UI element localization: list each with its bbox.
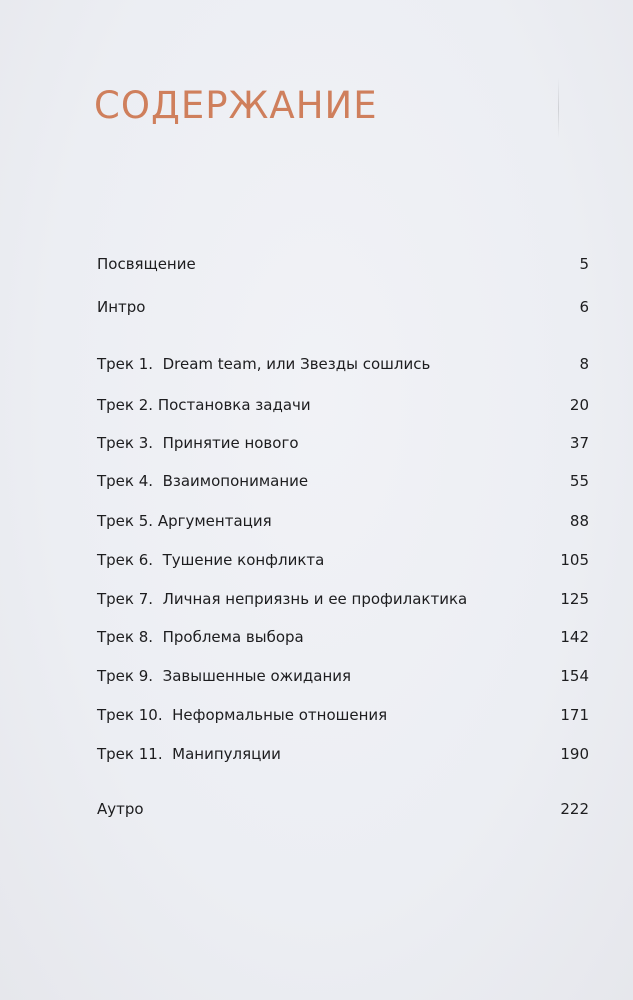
toc-entry xyxy=(97,797,589,821)
toc-entry-page: 88 xyxy=(569,512,589,530)
toc-entry xyxy=(97,548,589,572)
toc-entry xyxy=(97,703,589,727)
toc-entry-page: 171 xyxy=(560,706,589,724)
toc-entry-page: 125 xyxy=(560,590,589,608)
toc-entry xyxy=(97,509,589,533)
toc-entry-page: 20 xyxy=(569,396,589,414)
toc-entry-title: Трек 5. Аргументация xyxy=(97,512,272,530)
toc-entry-title: Трек 8. Проблема выбора xyxy=(97,628,304,646)
toc-entry-page: 154 xyxy=(560,667,589,685)
toc-entry-title: Трек 1. Dream team, или Звезды сошлись xyxy=(97,355,431,373)
toc-entry xyxy=(97,742,589,766)
toc-entry-page: 105 xyxy=(560,551,589,569)
toc-entry-title: Трек 11. Манипуляции xyxy=(97,745,281,763)
toc-entry xyxy=(97,393,589,417)
paper-crease xyxy=(558,78,559,138)
page-title: СОДЕРЖАНИЕ xyxy=(94,84,378,127)
toc-entry xyxy=(97,295,589,319)
toc-entry-page: 8 xyxy=(579,355,589,373)
toc-entry-page: 5 xyxy=(579,255,589,273)
toc-entry-title: Аутро xyxy=(97,800,144,818)
toc-entry-page: 37 xyxy=(569,434,589,452)
toc-entry-page: 142 xyxy=(560,628,589,646)
toc-entry-title: Трек 4. Взаимопонимание xyxy=(97,472,309,490)
toc-entry-title: Трек 6. Тушение конфликта xyxy=(97,551,325,569)
toc-entry-page: 190 xyxy=(560,745,589,763)
toc-entry xyxy=(97,469,589,493)
toc-entry-page: 55 xyxy=(569,472,589,490)
toc-entry xyxy=(97,431,589,455)
toc-entry xyxy=(97,664,589,688)
toc-entry-title: Трек 3. Принятие нового xyxy=(97,434,299,452)
toc-entry-title: Интро xyxy=(97,298,146,316)
toc-entry-page: 6 xyxy=(579,298,589,316)
toc-entry xyxy=(97,625,589,649)
toc-entry-title: Трек 9. Завышенные ожидания xyxy=(97,667,352,685)
toc-entry-title: Трек 7. Личная неприязнь и ее профилактика xyxy=(97,590,468,608)
toc-entry xyxy=(97,587,589,611)
toc-entry-page: 222 xyxy=(560,800,589,818)
toc-entry xyxy=(97,252,589,276)
toc-entry-title: Посвящение xyxy=(97,255,196,273)
toc-entry xyxy=(97,352,589,376)
toc-entry-title: Трек 2. Постановка задачи xyxy=(97,396,311,414)
toc-entry-title: Трек 10. Неформальные отношения xyxy=(97,706,388,724)
